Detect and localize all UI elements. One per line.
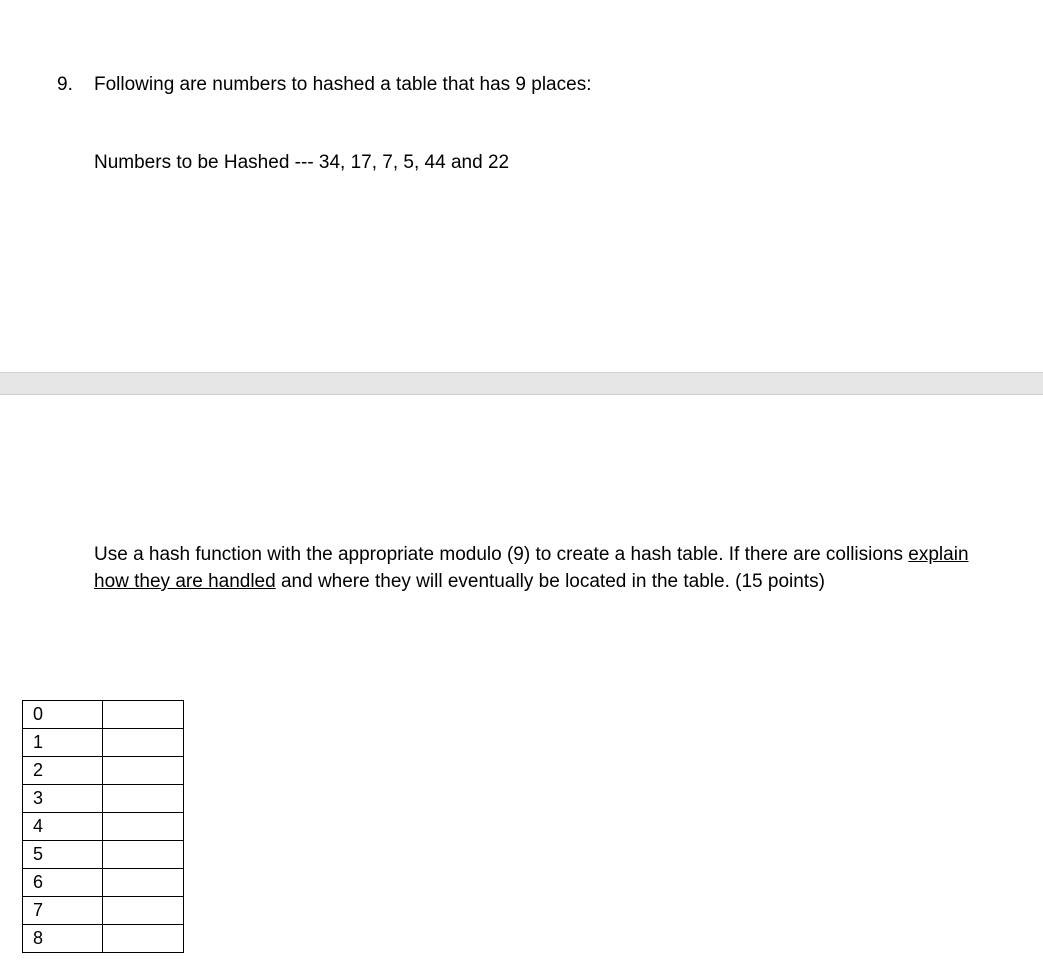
- slot-value[interactable]: [103, 869, 184, 897]
- table-row: [23, 897, 184, 925]
- slot-index: 1: [23, 729, 103, 757]
- page-1: [0, 0, 1043, 372]
- instructions-text-part2: and where they will eventually be located in the table. (15 points): [275, 571, 825, 592]
- page-break: [0, 372, 1043, 395]
- instructions-underlined-text: explain how they are handled: [94, 544, 969, 592]
- table-row: [23, 925, 184, 953]
- table-row: [23, 701, 184, 729]
- slot-index: 7: [23, 897, 103, 925]
- slot-value[interactable]: [103, 841, 184, 869]
- slot-index: 8: [23, 925, 103, 953]
- slot-index: 3: [23, 785, 103, 813]
- hash-table: [22, 700, 184, 953]
- table-row: [23, 841, 184, 869]
- slot-value[interactable]: [103, 729, 184, 757]
- slot-index: 6: [23, 869, 103, 897]
- table-row: [23, 729, 184, 757]
- question-prompt: Following are numbers to hashed a table that has 9 places:: [94, 74, 592, 95]
- slot-value[interactable]: [103, 757, 184, 785]
- instructions-text-part1: Use a hash function with the appropriate modulo (9) to create a hash table. If there are collisions: [94, 544, 909, 565]
- slot-value[interactable]: [103, 813, 184, 841]
- question-number: 9.: [57, 74, 73, 95]
- numbers-to-hash: Numbers to be Hashed --- 34, 17, 7, 5, 44 and 22: [94, 152, 510, 173]
- instructions-paragraph: [94, 541, 994, 595]
- slot-value[interactable]: [103, 785, 184, 813]
- slot-index: 0: [23, 701, 103, 729]
- slot-value[interactable]: [103, 897, 184, 925]
- table-row: [23, 813, 184, 841]
- table-row: [23, 869, 184, 897]
- slot-index: 5: [23, 841, 103, 869]
- slot-index: 2: [23, 757, 103, 785]
- slot-value[interactable]: [103, 925, 184, 953]
- table-row: [23, 757, 184, 785]
- slot-value[interactable]: [103, 701, 184, 729]
- slot-index: 4: [23, 813, 103, 841]
- table-row: [23, 785, 184, 813]
